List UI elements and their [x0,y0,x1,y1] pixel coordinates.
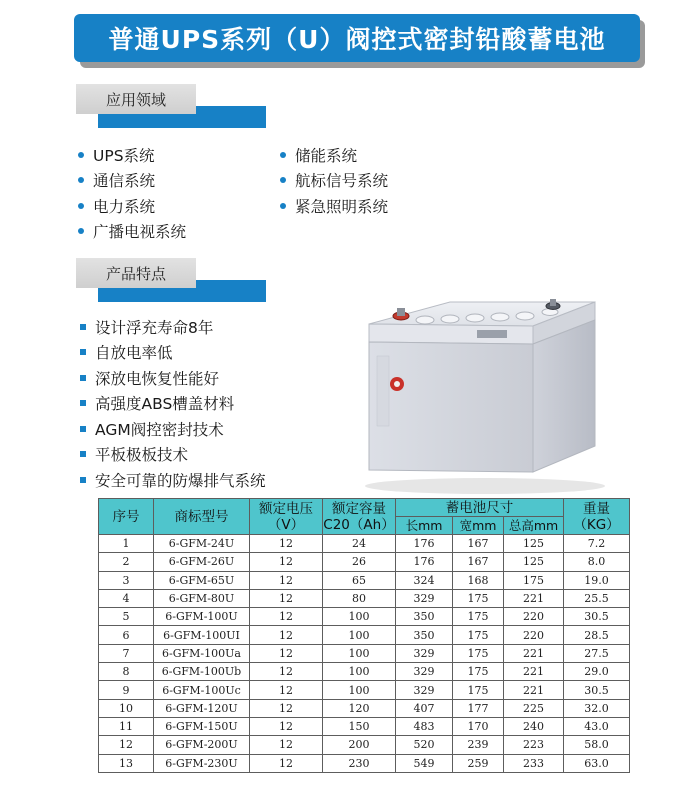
list-item: 储能系统 [280,142,388,168]
bullet-icon [80,451,86,457]
cell-model: 6-GFM-100Ub [154,663,250,681]
cell-capacity: 100 [323,681,396,699]
cell-index: 4 [99,589,154,607]
cell-weight: 8.0 [564,553,630,571]
cell-capacity: 120 [323,699,396,717]
cell-index: 11 [99,717,154,735]
bullet-icon [78,228,84,234]
cell-voltage: 12 [250,717,323,735]
cell-voltage: 12 [250,644,323,662]
table-row [99,571,630,589]
section-title-applications: 应用领域 [76,84,196,114]
cell-width: 175 [453,663,504,681]
list-item: 设计浮充寿命8年 [80,314,266,340]
cell-length: 407 [396,699,453,717]
bullet-icon [78,152,84,158]
bullet-icon [80,324,86,330]
cell-capacity: 65 [323,571,396,589]
cell-weight: 30.5 [564,608,630,626]
cell-capacity: 26 [323,553,396,571]
bullet-icon [280,203,286,209]
bullet-icon [80,426,86,432]
header-dimensions: 蓄电池尺寸 [396,499,564,517]
cell-length: 329 [396,681,453,699]
cell-width: 167 [453,535,504,553]
cell-capacity: 24 [323,535,396,553]
cell-voltage: 12 [250,754,323,772]
cell-index: 3 [99,571,154,589]
cell-index: 10 [99,699,154,717]
cell-width: 168 [453,571,504,589]
cell-height: 221 [504,644,564,662]
bullet-icon [80,400,86,406]
list-item: 航标信号系统 [280,168,388,194]
cell-length: 176 [396,535,453,553]
table-row [99,736,630,754]
cell-width: 175 [453,626,504,644]
cell-length: 176 [396,553,453,571]
list-item: UPS系统 [78,142,186,168]
cell-model: 6-GFM-120U [154,699,250,717]
applications-list-right [280,142,388,219]
cell-index: 8 [99,663,154,681]
cell-length: 324 [396,571,453,589]
applications-list-left [78,142,186,244]
cell-model: 6-GFM-100U [154,608,250,626]
header-voltage: 额定电压 （V） [250,499,323,535]
cell-index: 2 [99,553,154,571]
cell-model: 6-GFM-150U [154,717,250,735]
cell-width: 175 [453,589,504,607]
cell-width: 175 [453,644,504,662]
bullet-icon [80,349,86,355]
header-weight: 重量 （KG） [564,499,630,535]
cell-height: 221 [504,589,564,607]
features-list [80,314,266,493]
cell-weight: 27.5 [564,644,630,662]
cell-width: 177 [453,699,504,717]
cell-model: 6-GFM-24U [154,535,250,553]
cell-index: 1 [99,535,154,553]
cell-height: 221 [504,663,564,681]
cell-length: 549 [396,754,453,772]
header-length: 长mm [396,517,453,535]
cell-height: 220 [504,608,564,626]
cell-voltage: 12 [250,681,323,699]
bullet-icon [78,177,84,183]
cell-weight: 32.0 [564,699,630,717]
cell-model: 6-GFM-200U [154,736,250,754]
table-row [99,589,630,607]
list-item: 深放电恢复性能好 [80,365,266,391]
cell-voltage: 12 [250,571,323,589]
list-item: 平板极板技术 [80,442,266,468]
cell-index: 6 [99,626,154,644]
cell-capacity: 100 [323,608,396,626]
list-item: 通信系统 [78,168,186,194]
cell-height: 221 [504,681,564,699]
cell-voltage: 12 [250,553,323,571]
cell-index: 9 [99,681,154,699]
bullet-icon [280,152,286,158]
cell-length: 350 [396,626,453,644]
cell-capacity: 150 [323,717,396,735]
cell-weight: 63.0 [564,754,630,772]
list-item: 高强度ABS槽盖材料 [80,391,266,417]
list-item: 广播电视系统 [78,219,186,245]
cell-height: 225 [504,699,564,717]
table-row [99,644,630,662]
header-width: 宽mm [453,517,504,535]
section-features [76,258,266,302]
cell-model: 6-GFM-100Ua [154,644,250,662]
table-header-row [99,499,630,517]
cell-model: 6-GFM-65U [154,571,250,589]
cell-length: 329 [396,644,453,662]
table-row [99,681,630,699]
cell-capacity: 80 [323,589,396,607]
cell-voltage: 12 [250,699,323,717]
table-row [99,699,630,717]
cell-width: 175 [453,681,504,699]
cell-voltage: 12 [250,608,323,626]
table-row [99,553,630,571]
cell-voltage: 12 [250,663,323,681]
table-row [99,626,630,644]
cell-index: 5 [99,608,154,626]
table-row [99,754,630,772]
cell-capacity: 100 [323,626,396,644]
cell-length: 329 [396,589,453,607]
cell-length: 520 [396,736,453,754]
list-item: 安全可靠的防爆排气系统 [80,467,266,493]
bullet-icon [80,375,86,381]
cell-width: 259 [453,754,504,772]
cell-length: 350 [396,608,453,626]
cell-weight: 7.2 [564,535,630,553]
header-height: 总高mm [504,517,564,535]
battery-product-image [355,286,610,496]
cell-capacity: 100 [323,663,396,681]
cell-width: 239 [453,736,504,754]
page-title: 普通UPS系列（U）阀控式密封铅酸蓄电池 [74,14,640,62]
spec-table-body [99,535,630,773]
cell-voltage: 12 [250,589,323,607]
cell-height: 175 [504,571,564,589]
table-row [99,717,630,735]
cell-height: 125 [504,553,564,571]
table-row [99,608,630,626]
table-row [99,663,630,681]
cell-height: 125 [504,535,564,553]
header-index: 序号 [99,499,154,535]
cell-capacity: 230 [323,754,396,772]
cell-capacity: 200 [323,736,396,754]
list-item: 自放电率低 [80,340,266,366]
cell-weight: 30.5 [564,681,630,699]
list-item: AGM阀控密封技术 [80,416,266,442]
header-model: 商标型号 [154,499,250,535]
cell-index: 7 [99,644,154,662]
cell-weight: 43.0 [564,717,630,735]
cell-width: 170 [453,717,504,735]
cell-height: 220 [504,626,564,644]
list-item: 电力系统 [78,193,186,219]
bullet-icon [280,177,286,183]
cell-height: 223 [504,736,564,754]
cell-voltage: 12 [250,535,323,553]
cell-index: 13 [99,754,154,772]
cell-voltage: 12 [250,626,323,644]
cell-height: 240 [504,717,564,735]
cell-weight: 25.5 [564,589,630,607]
section-applications [76,84,266,128]
list-item: 紧急照明系统 [280,193,388,219]
cell-model: 6-GFM-26U [154,553,250,571]
cell-weight: 29.0 [564,663,630,681]
cell-weight: 19.0 [564,571,630,589]
cell-capacity: 100 [323,644,396,662]
cell-width: 175 [453,608,504,626]
section-title-features: 产品特点 [76,258,196,288]
bullet-icon [78,203,84,209]
cell-weight: 28.5 [564,626,630,644]
cell-voltage: 12 [250,736,323,754]
cell-model: 6-GFM-230U [154,754,250,772]
spec-table [98,498,630,773]
header-capacity: 额定容量 C20（Ah） [323,500,395,533]
cell-model: 6-GFM-80U [154,589,250,607]
cell-length: 329 [396,663,453,681]
table-row [99,535,630,553]
cell-model: 6-GFM-100Uc [154,681,250,699]
cell-weight: 58.0 [564,736,630,754]
cell-index: 12 [99,736,154,754]
cell-height: 233 [504,754,564,772]
bullet-icon [80,477,86,483]
cell-length: 483 [396,717,453,735]
cell-width: 167 [453,553,504,571]
cell-model: 6-GFM-100UI [154,626,250,644]
